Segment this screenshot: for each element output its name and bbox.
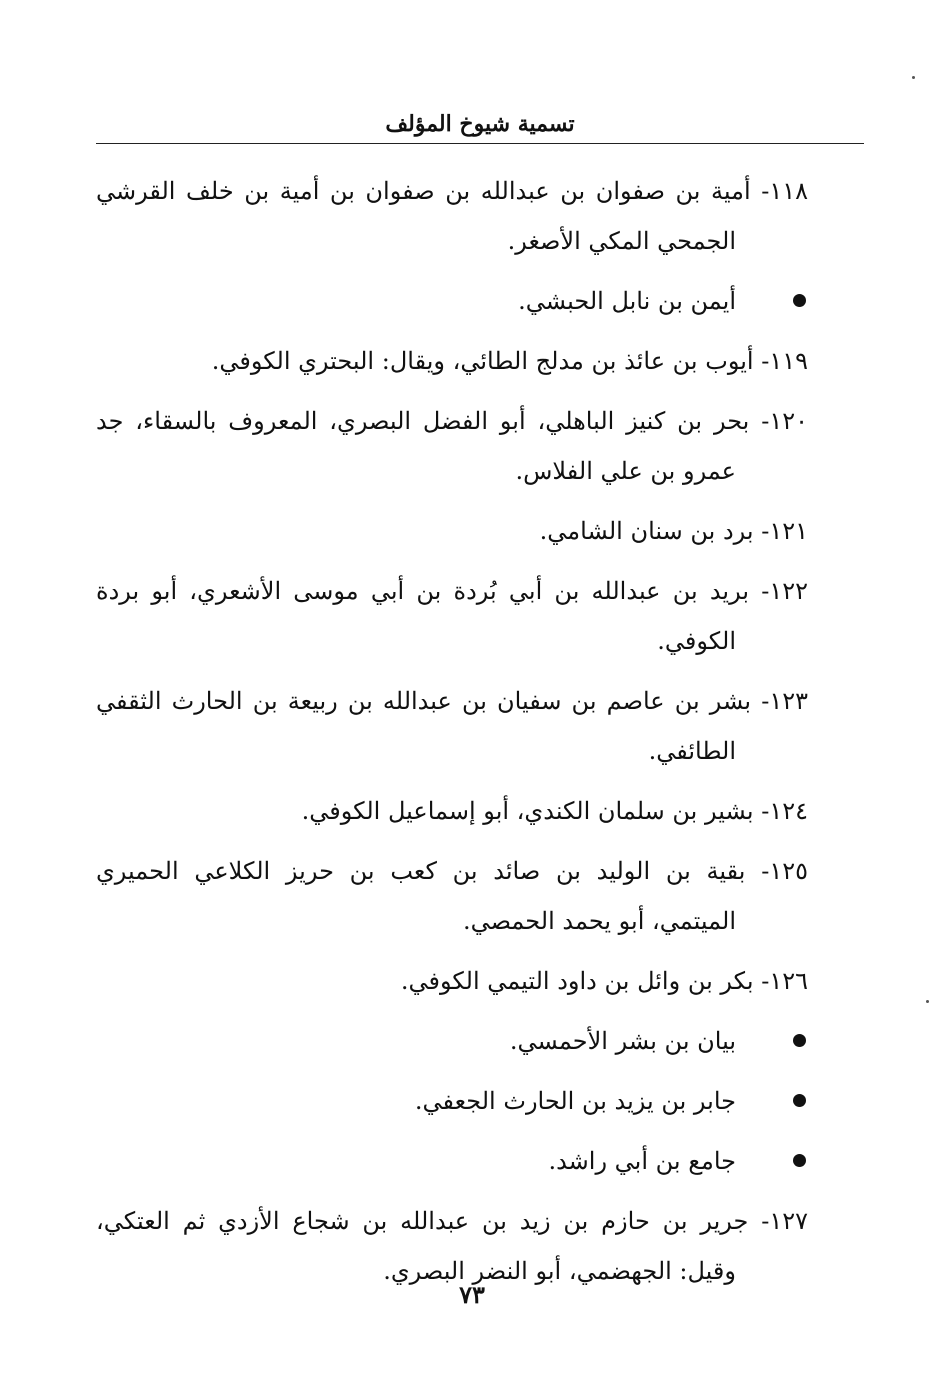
- scan-speck: [926, 1000, 929, 1003]
- entry-text: جرير بن حازم بن زيد بن عبدالله بن شجاع الأزدي ثم العتكي، وقيل: الجهضمي، أبو النضر البصري.: [96, 1207, 749, 1285]
- list-item: [96, 506, 808, 556]
- list-item: [96, 396, 808, 496]
- list-item: [96, 786, 808, 836]
- entry-number: ١١٩-: [761, 347, 808, 375]
- list-item: [96, 846, 808, 946]
- list-item: [96, 956, 808, 1006]
- entry-number: ١١٨-: [761, 177, 808, 205]
- entry-text: جابر بن يزيد بن الحارث الجعفي.: [414, 1087, 736, 1115]
- list-item: [96, 276, 808, 326]
- bullet-icon: [793, 294, 806, 307]
- entry-number: ١٢٤-: [761, 797, 808, 825]
- running-head-title: تسمية شيوخ المؤلف: [385, 111, 575, 137]
- entry-text: بيان بن بشر الأحمسي.: [509, 1027, 736, 1055]
- bullet-icon: [793, 1154, 806, 1167]
- list-item: [96, 1016, 808, 1066]
- entry-text: برد بن سنان الشامي.: [539, 517, 754, 545]
- entries-list: [96, 166, 808, 1306]
- entry-number: ١٢١-: [761, 517, 808, 545]
- bullet-icon: [793, 1034, 806, 1047]
- list-item: [96, 166, 808, 266]
- list-item: [96, 336, 808, 386]
- list-item: [96, 566, 808, 666]
- list-item: [96, 676, 808, 776]
- entry-number: ١٢٠-: [761, 407, 808, 435]
- entry-text: بقية بن الوليد بن صائد بن كعب بن حريز الكلاعي الحميري الميتمي، أبو يحمد الحمصي.: [96, 857, 746, 935]
- entry-number: ١٢٢-: [761, 577, 808, 605]
- entry-text: بحر بن كنيز الباهلي، أبو الفضل البصري، المعروف بالسقاء، جد عمرو بن علي الفلاس.: [96, 407, 750, 485]
- page-number: ٧٣: [459, 1280, 485, 1309]
- bullet-icon: [793, 1094, 806, 1107]
- entry-text: أيمن بن نابل الحبشي.: [518, 287, 736, 315]
- entry-text: بكر بن وائل بن داود التيمي الكوفي.: [400, 967, 754, 995]
- entry-text: أمية بن صفوان بن عبدالله بن صفوان بن أمية بن خلف القرشي الجمحي المكي الأصغر.: [96, 177, 751, 255]
- entry-number: ١٢٧-: [761, 1207, 808, 1235]
- entry-number: ١٢٦-: [761, 967, 808, 995]
- entry-number: ١٢٥-: [761, 857, 808, 885]
- header-rule: [96, 143, 864, 144]
- entry-text: بشر بن عاصم بن سفيان بن عبدالله بن ربيعة بن الحارث الثقفي الطائفي.: [96, 687, 752, 765]
- scan-speck: [912, 76, 915, 79]
- entry-number: ١٢٣-: [761, 687, 809, 715]
- list-item: [96, 1076, 808, 1126]
- entry-text: بشير بن سلمان الكندي، أبو إسماعيل الكوفي.: [301, 797, 754, 825]
- entry-text: أيوب بن عائذ بن مدلج الطائي، ويقال: البحتري الكوفي.: [211, 347, 754, 375]
- entry-text: جامع بن أبي راشد.: [548, 1147, 736, 1175]
- entry-text: بريد بن عبدالله بن أبي بُردة بن أبي موسى الأشعري، أبو بردة الكوفي.: [96, 577, 750, 655]
- list-item: [96, 1136, 808, 1186]
